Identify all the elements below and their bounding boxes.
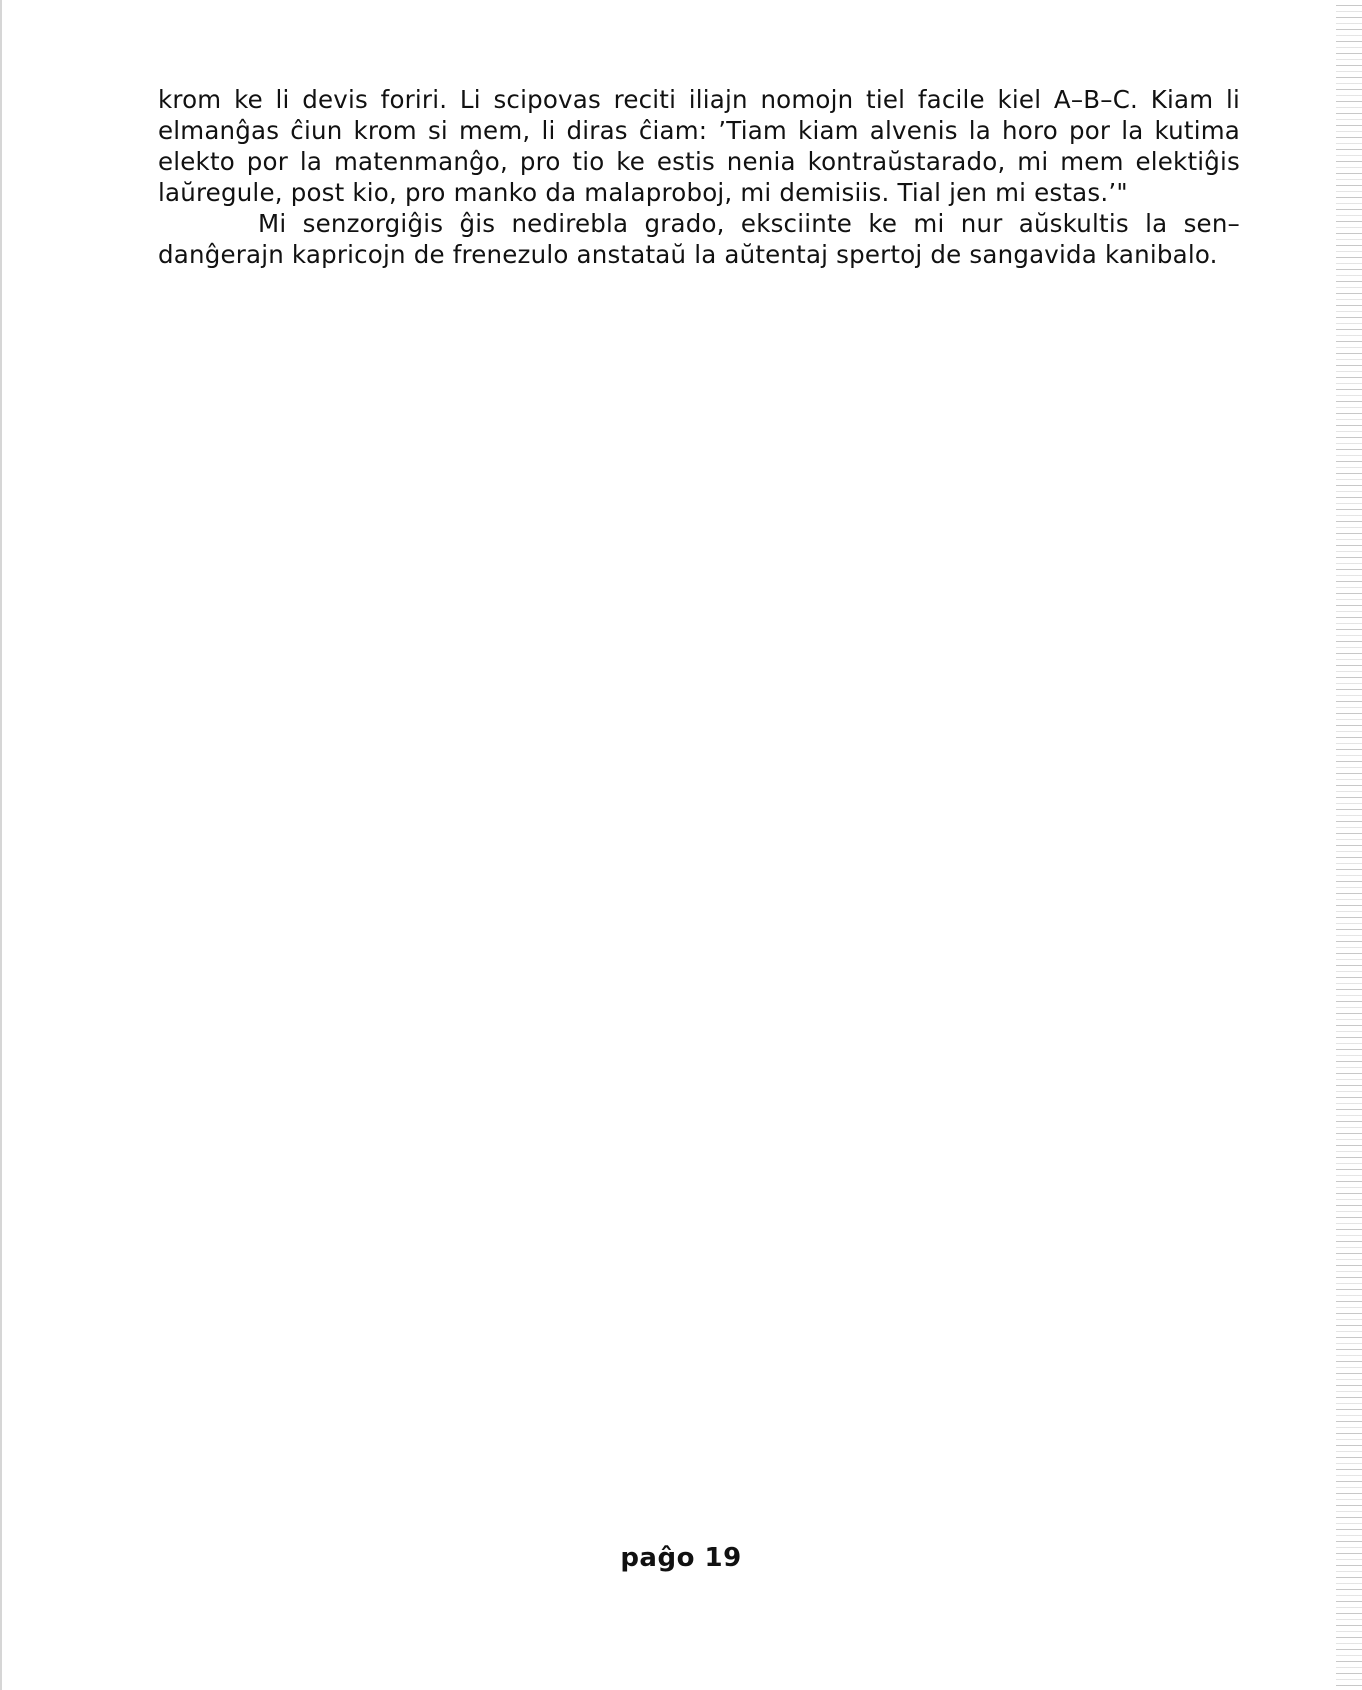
page-number: paĝo 19 — [620, 1543, 742, 1573]
body-text — [158, 84, 1240, 270]
paragraph: Mi senzorgiĝis ĝis nedirebla grado, eksciinte ke mi nur aŭskultis la sen–danĝerajn kapricojn de frenezulo anstataŭ la aŭtentaj spertoj de sangavida kanibalo. — [158, 209, 1240, 269]
paragraph: krom ke li devis foriri. Li scipovas reciti iliajn nomojn tiel facile kiel A–B–C. Kiam li elmanĝas ĉiun krom si mem, li diras ĉiam: ’Tiam kiam alvenis la horo por la kutima elekto por la matenmanĝo, pro tio ke estis nenia kontraŭstarado, mi mem elektiĝis laŭregule, post kio, pro manko da malaproboj, mi demisiis. Tial jen mi estas.’" — [158, 85, 1240, 207]
scan-left-edge — [0, 0, 2, 1690]
scan-right-edge — [1336, 0, 1362, 1690]
